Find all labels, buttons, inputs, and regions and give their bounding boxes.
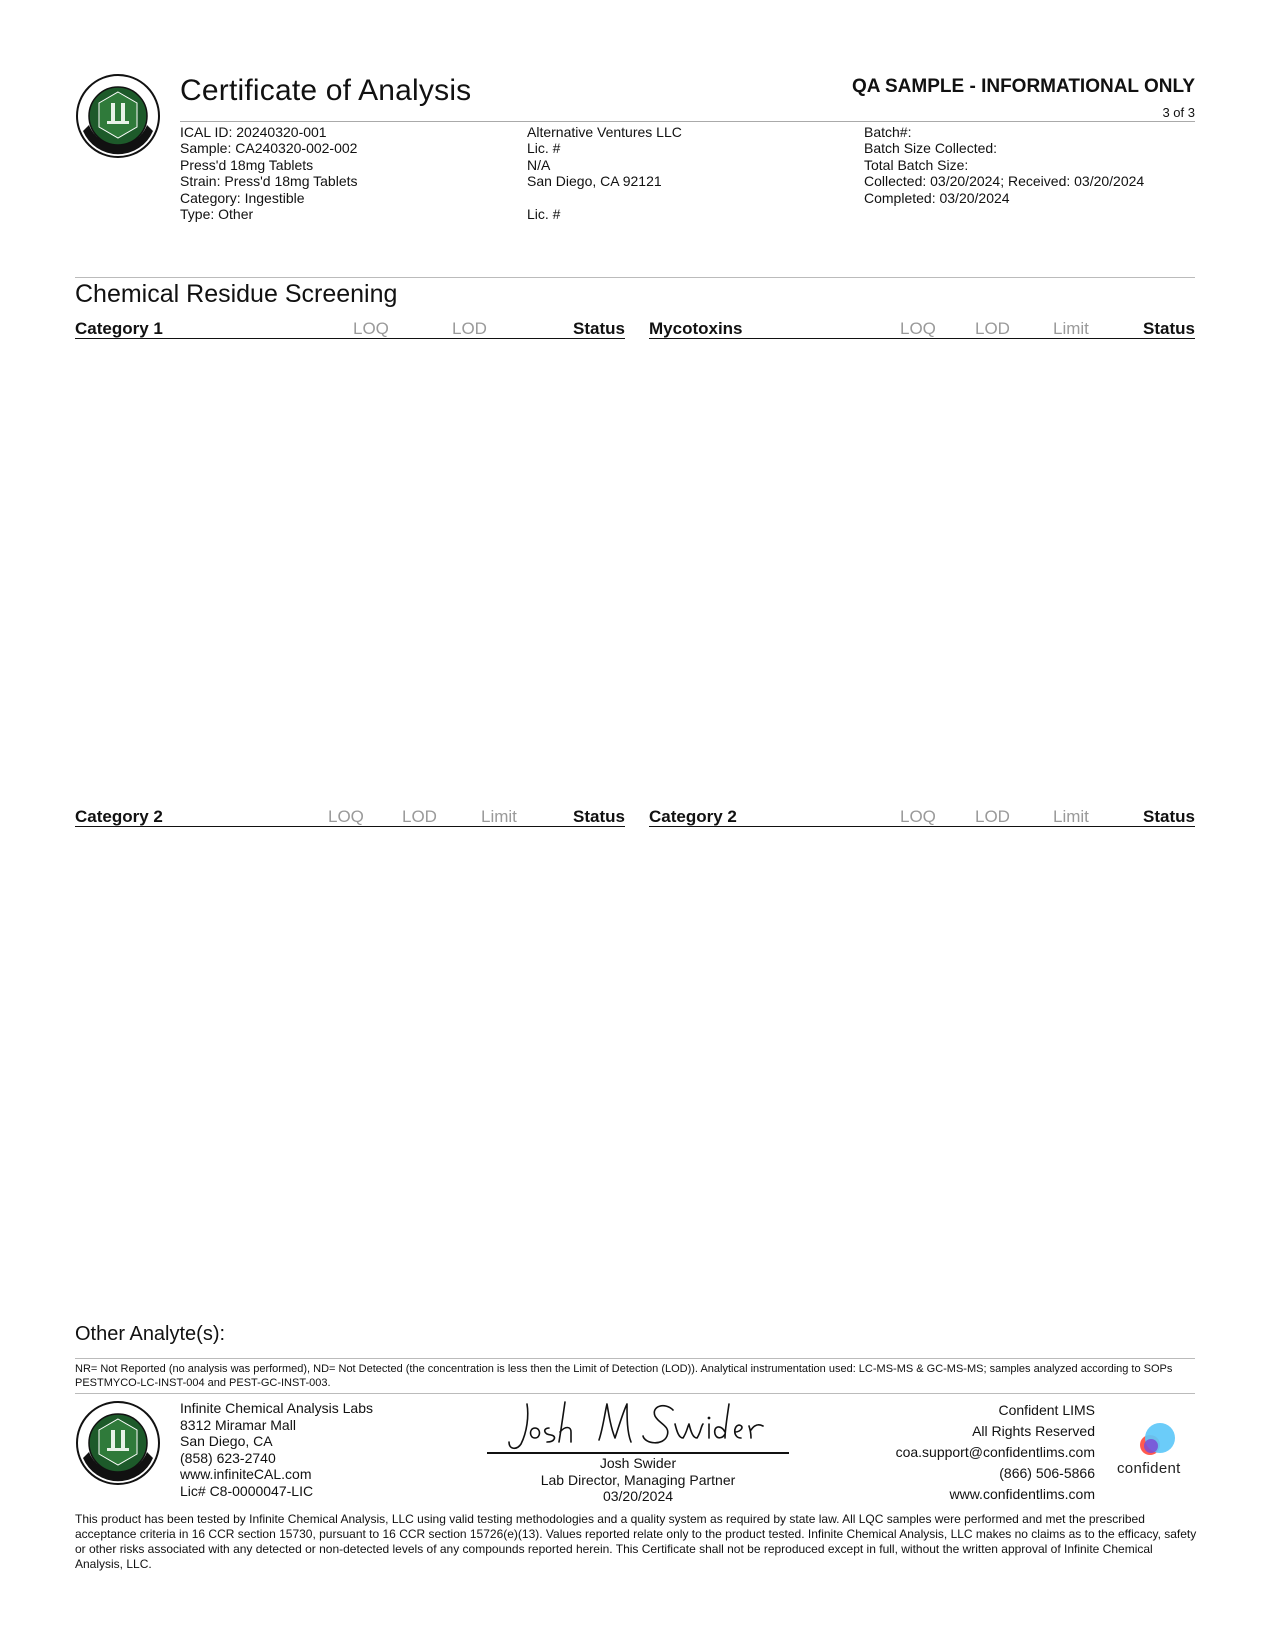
- batch-info: [864, 124, 1144, 206]
- product-name: Press'd 18mg Tablets: [180, 156, 314, 173]
- sample-id: Sample: CA240320-002-002: [180, 140, 358, 157]
- infinite-chemical-seal-icon: [75, 1400, 161, 1486]
- infinite-chemical-seal-icon: [75, 73, 161, 159]
- category1-loq: LOQ: [353, 319, 389, 338]
- category2-right-loq: LOQ: [900, 807, 936, 826]
- category2-left-lod: LOD: [402, 807, 437, 826]
- lab-street: 8312 Miramar Mall: [180, 1416, 296, 1433]
- category2-right-table-header: [649, 803, 1195, 827]
- page-number: 3 of 3: [1162, 105, 1195, 120]
- mycotoxins-limit: Limit: [1053, 319, 1089, 338]
- lab-name: Infinite Chemical Analysis Labs: [180, 1400, 373, 1416]
- ical-id: ICAL ID: 20240320-001: [180, 124, 327, 140]
- confident-logo-word: confident: [1117, 1460, 1181, 1477]
- signatory: [487, 1455, 789, 1505]
- footer-divider: [75, 1393, 1195, 1394]
- client-na: N/A: [527, 156, 551, 173]
- category2-left-table-header: [75, 803, 625, 827]
- batch-number: Batch#:: [864, 124, 912, 140]
- lab-phone: (858) 623-2740: [180, 1449, 276, 1466]
- section-title: Chemical Residue Screening: [75, 280, 398, 308]
- category2-right-status: Status: [1143, 807, 1195, 826]
- category: Category: Ingestible: [180, 189, 305, 206]
- sample-info: [180, 124, 358, 222]
- category2-left-status: Status: [573, 807, 625, 826]
- lims-phone: (866) 506-5866: [999, 1465, 1095, 1481]
- category2-right-label: Category 2: [649, 807, 737, 826]
- batch-size-collected: Batch Size Collected:: [864, 140, 998, 157]
- category2-left-label: Category 2: [75, 807, 163, 826]
- lab-contact-info: [180, 1400, 373, 1500]
- disclaimer: This product has been tested by Infinite Chemical Analysis, LLC using valid testing methodologies and a quality system as required by state law. All LQC samples were performed and met the prescribed acceptance criteria in 16 CCR section 15730, pursuant to 16 CCR section 15726(e)(13). Values reported relate only to the product tested. Infinite Chemical Analysis, LLC makes no claims as to the efficacy, safety or other risks associated with any detected or non-detected levels of any compounds reported herein. This Certificate shall not be reproduced except in full, without the written approval of Infinite Chemical Analysis, LLC.: [75, 1512, 1197, 1571]
- other-analytes-title: Other Analyte(s):: [75, 1323, 226, 1345]
- category1-label: Category 1: [75, 319, 163, 338]
- signature-icon: [505, 1398, 775, 1454]
- other-divider: [75, 1358, 1195, 1359]
- section-divider: [75, 277, 1195, 278]
- mycotoxins-label: Mycotoxins: [649, 319, 743, 338]
- category2-right-lod: LOD: [975, 807, 1010, 826]
- qa-sample-notice: QA SAMPLE - INFORMATIONAL ONLY: [851, 76, 1195, 97]
- signature-date: 03/20/2024: [602, 1488, 674, 1504]
- header-divider: [180, 121, 1195, 122]
- category1-lod: LOD: [452, 319, 487, 338]
- type: Type: Other: [180, 206, 254, 223]
- lims-website: www.confidentlims.com: [949, 1486, 1095, 1502]
- client-license: Lic. #: [527, 140, 561, 157]
- total-batch-size: Total Batch Size:: [864, 156, 969, 173]
- mycotoxins-table-header: [649, 315, 1195, 339]
- signatory-name: Josh Swider: [599, 1455, 677, 1471]
- lab-city: San Diego, CA: [180, 1433, 273, 1450]
- client-license-2: Lic. #: [527, 206, 561, 223]
- mycotoxins-status: Status: [1143, 319, 1195, 338]
- category2-left-loq: LOQ: [328, 807, 364, 826]
- client-info: [527, 124, 682, 222]
- lims-contact-info: [896, 1400, 1095, 1505]
- collected-received: Collected: 03/20/2024; Received: 03/20/2024: [864, 173, 1145, 190]
- lab-license: Lic# C8-0000047-LIC: [180, 1482, 314, 1499]
- lims-name: Confident LIMS: [998, 1402, 1095, 1418]
- lims-email: coa.support@confidentlims.com: [895, 1444, 1095, 1460]
- category2-right-limit: Limit: [1053, 807, 1089, 826]
- document-title: Certificate of Analysis: [180, 74, 472, 107]
- lab-website: www.infiniteCAL.com: [180, 1466, 312, 1483]
- completed-date: Completed: 03/20/2024: [864, 189, 1010, 206]
- category1-status: Status: [573, 319, 625, 338]
- signatory-title: Lab Director, Managing Partner: [540, 1471, 736, 1488]
- lims-rights: All Rights Reserved: [972, 1423, 1095, 1439]
- mycotoxins-loq: LOQ: [900, 319, 936, 338]
- category1-table-header: [75, 315, 625, 339]
- category2-left-limit: Limit: [481, 807, 517, 826]
- mycotoxins-lod: LOD: [975, 319, 1010, 338]
- analysis-footnote: NR= Not Reported (no analysis was performed), ND= Not Detected (the concentration is less then the Limit of Detection (LOD)). Analytical instrumentation used: LC-MS-MS & GC-MS-MS; samples analyzed according to SOPs PESTMYCO-LC-INST-004 and PEST-GC-INST-003.: [75, 1363, 1173, 1389]
- strain: Strain: Press'd 18mg Tablets: [180, 173, 358, 190]
- signature-line: [487, 1452, 789, 1454]
- client-address: San Diego, CA 92121: [527, 173, 662, 190]
- client-name: Alternative Ventures LLC: [527, 124, 682, 140]
